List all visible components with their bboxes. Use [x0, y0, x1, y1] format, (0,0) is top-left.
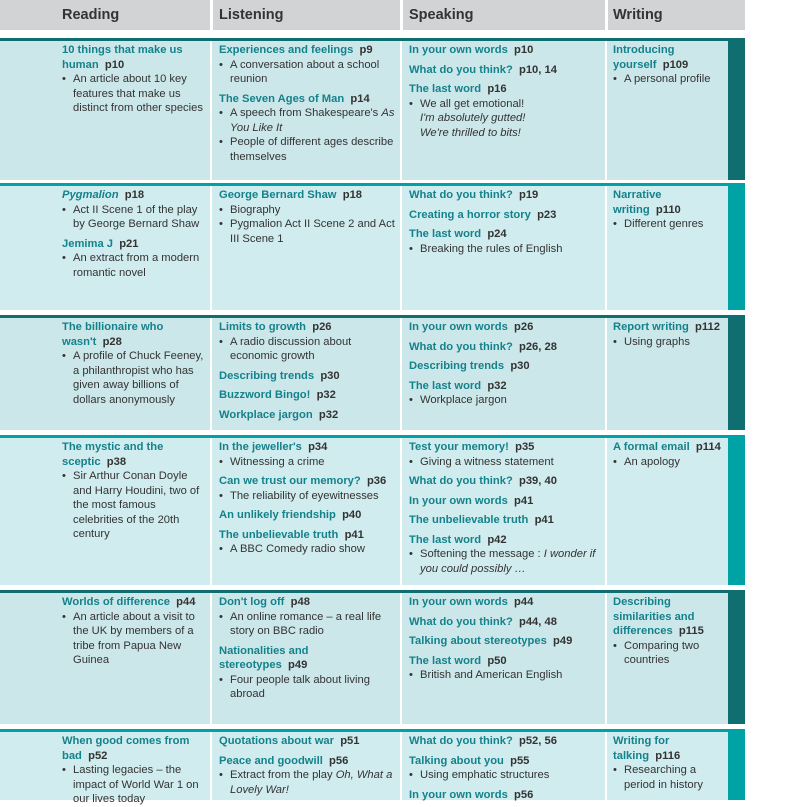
- column-divider: [400, 41, 402, 180]
- section-title: Creating a horror story: [409, 208, 531, 221]
- section-heading: [409, 320, 604, 335]
- page-number: p110: [655, 203, 681, 216]
- bullet-item: [219, 217, 399, 246]
- writing-cell: [613, 734, 725, 792]
- section-title: In your own words: [409, 321, 508, 333]
- section-title: The last word: [409, 533, 482, 546]
- section-heading: [613, 595, 725, 639]
- section-title: The billionaire who wasn't: [62, 321, 164, 348]
- page-number: p44: [514, 596, 534, 608]
- page-number: p24: [487, 228, 507, 240]
- bullet-item: [409, 393, 604, 408]
- bullet-text: A profile of Chuck Feeney, a philanthropist who has given away billions of dollars anonymously: [73, 350, 204, 406]
- page-number: p109: [662, 58, 689, 71]
- bullet-item: [409, 668, 604, 683]
- bullet-text: An online romance – a real life story on BBC radio: [230, 610, 382, 637]
- bullet-item: [219, 106, 399, 135]
- listening-cell: [219, 440, 399, 557]
- bullet-text: Pygmalion Act II Scene 2 and Act III Scene 1: [230, 218, 395, 245]
- bullet-text: Researching a period in history: [624, 764, 703, 791]
- section-title: Describing trends: [409, 360, 505, 372]
- section-title: Worlds of difference: [62, 596, 170, 608]
- listening-cell: [219, 320, 399, 422]
- section-heading: [613, 43, 725, 72]
- page-number: p14: [350, 92, 370, 105]
- column-divider: [400, 186, 402, 310]
- section-heading: [409, 595, 604, 610]
- section-title: Experiences and feelings: [219, 44, 354, 56]
- page-number: p41: [344, 528, 364, 541]
- section-title: Talking about stereotypes: [409, 635, 547, 647]
- header-divider: [210, 0, 213, 30]
- bullet-text: People of different ages describe themselves: [230, 136, 394, 163]
- bullet-item: [62, 251, 207, 280]
- bullet-text: Biography: [230, 203, 281, 216]
- bullet-item: [409, 547, 604, 576]
- section-heading: [409, 440, 604, 455]
- section-title: Don't log off: [219, 596, 285, 608]
- section-title: Test your memory!: [409, 441, 509, 453]
- page-number: p42: [487, 533, 507, 546]
- writing-cell: [613, 595, 725, 668]
- section-heading: [613, 734, 725, 763]
- unit-row: [0, 38, 745, 180]
- page-number: p9: [359, 44, 373, 56]
- section-title: What do you think?: [409, 475, 513, 487]
- bullet-text: Breaking the rules of English: [420, 242, 563, 255]
- section-heading: [219, 369, 399, 384]
- page-number: p55: [510, 754, 530, 767]
- bullet-text: An extract from a modern romantic novel: [73, 252, 200, 279]
- column-divider: [210, 186, 212, 310]
- page-number: p18: [124, 189, 145, 201]
- section-title: In your own words: [409, 788, 508, 801]
- section-heading: [219, 595, 399, 610]
- reading-cell: [62, 320, 207, 407]
- bullet-item: [219, 489, 399, 504]
- section-heading: [409, 734, 604, 749]
- speaking-cell: [409, 734, 604, 802]
- bullet-text: British and American English: [420, 669, 563, 681]
- page-number: p44, 48: [519, 615, 557, 628]
- listening-cell: [219, 43, 399, 164]
- column-divider: [210, 41, 212, 180]
- page-number: p44: [176, 596, 196, 608]
- section-heading: [62, 595, 207, 610]
- bullet-item: [613, 639, 725, 668]
- page-number: p30: [510, 360, 530, 372]
- section-title: Jemima J: [62, 237, 113, 250]
- section-heading: [409, 754, 604, 769]
- reading-cell: [62, 43, 207, 116]
- section-title: The last word: [409, 379, 482, 392]
- bullet-text: An article about 10 key features that make us distinct from other species: [73, 73, 203, 114]
- bullet-item: [62, 610, 207, 668]
- section-heading: [62, 440, 207, 469]
- column-divider: [210, 593, 212, 724]
- writing-cell: [613, 440, 725, 469]
- italic-example: I'm absolutely gutted!: [420, 112, 526, 124]
- listening-cell: [219, 734, 399, 797]
- bullet-text: Using graphs: [624, 335, 690, 348]
- section-title: Buzzword Bingo!: [219, 389, 311, 401]
- page-number: p41: [534, 514, 554, 526]
- section-title: The last word: [409, 83, 482, 95]
- bullet-text: Extract from the play: [230, 769, 333, 781]
- page-number: p50: [487, 654, 507, 667]
- bullet-item: [219, 335, 399, 364]
- page-number: p52, 56: [519, 735, 557, 747]
- section-title: What do you think?: [409, 340, 513, 353]
- section-title: Introducing yourself: [613, 44, 675, 71]
- section-heading: [62, 43, 207, 72]
- bullet-item: [409, 97, 604, 112]
- section-heading: [409, 654, 604, 669]
- unit-color-bar: [728, 318, 745, 430]
- section-title: What do you think?: [409, 735, 513, 747]
- bullet-text: Workplace jargon: [420, 394, 507, 406]
- page-number: p114: [695, 441, 721, 453]
- bullet-item: [219, 768, 399, 797]
- section-heading: [62, 320, 207, 349]
- section-title: What do you think?: [409, 615, 513, 628]
- section-title: The mystic and the sceptic: [62, 441, 164, 468]
- section-title: The unbelievable truth: [219, 528, 339, 541]
- bullet-item: [613, 455, 725, 470]
- page-number: p48: [290, 596, 310, 608]
- section-title: Report writing: [613, 321, 689, 333]
- header-divider: [605, 0, 608, 30]
- section-heading: [219, 43, 399, 58]
- page-number: p35: [515, 441, 535, 453]
- column-divider: [605, 318, 607, 430]
- section-heading: [409, 513, 604, 528]
- page-number: p51: [340, 735, 360, 747]
- unit-color-bar: [728, 186, 745, 310]
- bullet-text: Softening the message :: [420, 548, 541, 560]
- writing-cell: [613, 43, 725, 87]
- speaking-cell: [409, 595, 604, 683]
- page-number: p34: [308, 441, 328, 453]
- section-title: In your own words: [409, 596, 508, 608]
- page-number: p10, 14: [519, 63, 557, 76]
- section-heading: [613, 320, 725, 335]
- bullet-text: Sir Arthur Conan Doyle and Harry Houdini, two of the most famous celebrities of the 20th century: [73, 470, 200, 540]
- writing-cell: [613, 188, 725, 232]
- header-divider: [400, 0, 403, 30]
- section-heading: [409, 533, 604, 548]
- bullet-item: [219, 542, 399, 557]
- speaking-cell: [409, 188, 604, 256]
- column-divider: [400, 438, 402, 585]
- section-heading: [62, 734, 207, 763]
- bullet-item: [409, 768, 604, 783]
- bullet-text: Lasting legacies – the impact of World War 1 on our lives today: [73, 764, 199, 805]
- reading-cell: [62, 440, 207, 542]
- bullet-item: [62, 469, 207, 542]
- bullet-text: A personal profile: [624, 73, 711, 85]
- section-title: The Seven Ages of Man: [219, 92, 345, 105]
- page-number: p16: [487, 83, 507, 95]
- unit-row: [0, 729, 745, 805]
- section-title: Nationalities and stereotypes: [219, 644, 309, 671]
- section-heading: [62, 237, 207, 252]
- section-heading: [409, 379, 604, 394]
- column-divider: [605, 438, 607, 585]
- bullet-text: Four people talk about living abroad: [230, 673, 370, 700]
- page-number: p38: [106, 455, 127, 468]
- bullet-item: [219, 455, 399, 470]
- section-title: The unbelievable truth: [409, 514, 529, 526]
- section-title: When good comes from bad: [62, 735, 190, 762]
- page-number: p115: [678, 625, 704, 637]
- bullet-text: Act II Scene 1 of the play by George Bernard Shaw: [73, 203, 200, 230]
- bullet-item: [219, 610, 399, 639]
- page-number: p30: [320, 369, 340, 382]
- section-heading: [409, 82, 604, 97]
- section-title: In your own words: [409, 494, 508, 507]
- bullet-text: Different genres: [624, 218, 704, 230]
- page-number: p39, 40: [519, 475, 557, 487]
- section-heading: [219, 754, 399, 769]
- column-divider: [605, 186, 607, 310]
- bullet-item: [613, 72, 725, 87]
- section-heading: [409, 474, 604, 489]
- bullet-italic: Oh, What a Lovely War!: [230, 769, 393, 796]
- writing-cell: [613, 320, 725, 349]
- bullet-italic: I wonder if you could possibly …: [420, 548, 596, 575]
- section-title: The last word: [409, 654, 482, 667]
- bullet-item: [613, 335, 725, 350]
- section-heading: [219, 188, 399, 203]
- unit-color-bar: [728, 593, 745, 724]
- section-heading: [219, 320, 399, 335]
- page-number: p28: [102, 335, 122, 348]
- italic-example: We're thrilled to bits!: [420, 126, 521, 139]
- section-title: Can we trust our memory?: [219, 475, 361, 487]
- bullet-text: A conversation about a school reunion: [230, 58, 380, 85]
- column-divider: [210, 732, 212, 800]
- section-title: A formal email: [613, 441, 690, 453]
- section-heading: [219, 474, 399, 489]
- header-reading: Reading: [62, 7, 120, 23]
- unit-row: [0, 590, 745, 724]
- listening-cell: [219, 595, 399, 702]
- page-number: p26: [312, 321, 332, 333]
- column-divider: [400, 593, 402, 724]
- section-heading: [409, 615, 604, 630]
- column-divider: [400, 318, 402, 430]
- header-speaking: Speaking: [409, 7, 474, 23]
- section-title: Describing trends: [219, 369, 315, 382]
- bullet-item: [219, 673, 399, 702]
- unit-row: [0, 183, 745, 310]
- section-title: Limits to growth: [219, 321, 307, 333]
- section-title: Peace and goodwill: [219, 754, 323, 767]
- bullet-italic: As You Like It: [230, 107, 395, 134]
- section-heading: [219, 408, 399, 423]
- page-number: p52: [88, 749, 108, 762]
- page-number: p21: [119, 237, 139, 250]
- section-heading: [409, 494, 604, 509]
- section-title: Workplace jargon: [219, 408, 313, 421]
- bullet-item: [62, 203, 207, 232]
- bullet-item: [409, 242, 604, 257]
- section-title: Talking about you: [409, 754, 504, 767]
- section-heading: [409, 359, 604, 374]
- bullet-text: An apology: [624, 455, 680, 468]
- column-divider: [605, 41, 607, 180]
- bullet-item: [219, 203, 399, 218]
- bullet-item: [62, 349, 207, 407]
- section-heading: [409, 188, 604, 203]
- page-number: p32: [487, 379, 507, 392]
- page-number: p32: [318, 408, 339, 421]
- bullet-text: A radio discussion about economic growth: [230, 335, 352, 362]
- section-title: Narrative writing: [613, 189, 662, 216]
- section-heading: [409, 208, 604, 223]
- header-listening: Listening: [219, 7, 284, 23]
- section-title: Writing for talking: [613, 735, 670, 762]
- bullet-item: [613, 217, 725, 232]
- bullet-item: [613, 763, 725, 792]
- bullet-item: [219, 58, 399, 87]
- section-title: An unlikely friendship: [219, 509, 336, 521]
- section-heading: [409, 340, 604, 355]
- bullet-item: [409, 455, 604, 470]
- page-number: p41: [514, 494, 534, 507]
- bullet-text: Using emphatic structures: [420, 769, 550, 781]
- section-heading: [409, 63, 604, 78]
- bullet-text: Giving a witness statement: [420, 455, 554, 468]
- header-writing: Writing: [613, 7, 663, 23]
- section-title: Quotations about war: [219, 735, 334, 747]
- page-number: p40: [342, 509, 362, 521]
- section-heading: [219, 388, 399, 403]
- page-number: p18: [342, 189, 363, 201]
- section-heading: [219, 508, 399, 523]
- unit-row: [0, 435, 745, 585]
- bullet-text: A BBC Comedy radio show: [230, 543, 365, 555]
- page-number: p26: [514, 321, 534, 333]
- section-heading: [409, 634, 604, 649]
- bullet-text: The reliability of eyewitnesses: [230, 489, 379, 502]
- table-header: [0, 0, 745, 30]
- page-number: p56: [514, 788, 534, 801]
- listening-cell: [219, 188, 399, 246]
- bullet-text: Witnessing a crime: [230, 455, 325, 468]
- section-heading: [409, 43, 604, 58]
- section-heading: [613, 188, 725, 217]
- page-number: p26, 28: [519, 340, 557, 353]
- unit-row: [0, 315, 745, 430]
- section-heading: [409, 227, 604, 242]
- section-heading: [219, 92, 399, 107]
- section-title: Pygmalion: [62, 189, 119, 201]
- column-divider: [605, 732, 607, 800]
- column-divider: [210, 318, 212, 430]
- unit-color-bar: [728, 438, 745, 585]
- unit-color-bar: [728, 41, 745, 180]
- section-title: What do you think?: [409, 63, 513, 76]
- section-title: 10 things that make us human: [62, 44, 183, 71]
- section-title: In your own words: [409, 44, 508, 56]
- page-number: p49: [288, 659, 308, 671]
- section-heading: [219, 734, 399, 749]
- page-number: p10: [104, 58, 125, 71]
- reading-cell: [62, 188, 207, 280]
- page-number: p10: [514, 44, 534, 56]
- bullet-text: We all get emotional!: [420, 97, 525, 110]
- page-number: p32: [316, 389, 336, 401]
- page-number: p36: [366, 475, 387, 487]
- page-number: p19: [519, 189, 539, 201]
- speaking-cell: [409, 43, 604, 140]
- section-title: In the jeweller's: [219, 441, 302, 453]
- bullet-text: Comparing two countries: [624, 639, 700, 666]
- bullet-item: [219, 135, 399, 164]
- page-number: p49: [553, 635, 573, 647]
- unit-color-bar: [728, 732, 745, 800]
- section-heading: [219, 644, 399, 673]
- section-title: George Bernard Shaw: [219, 189, 337, 201]
- section-title: Describing similarities and differences: [613, 596, 695, 637]
- column-divider: [605, 593, 607, 724]
- section-title: The last word: [409, 228, 482, 240]
- page-number: p56: [329, 754, 349, 767]
- page-number: p112: [695, 321, 720, 333]
- section-heading: [219, 528, 399, 543]
- reading-cell: [62, 595, 207, 668]
- section-heading: [62, 188, 207, 203]
- bullet-item: [62, 72, 207, 116]
- bullet-text: An article about a visit to the UK by members of a tribe from Papua New Guinea: [73, 610, 195, 666]
- speaking-cell: [409, 320, 604, 408]
- page-number: p116: [655, 749, 681, 762]
- section-title: What do you think?: [409, 189, 513, 201]
- page-number: p23: [537, 208, 557, 221]
- speaking-cell: [409, 440, 604, 576]
- bullet-text: A speech from Shakespeare's: [230, 107, 379, 119]
- section-heading: [613, 440, 725, 455]
- column-divider: [210, 438, 212, 585]
- column-divider: [400, 732, 402, 800]
- reading-cell: [62, 734, 207, 807]
- section-heading: [219, 440, 399, 455]
